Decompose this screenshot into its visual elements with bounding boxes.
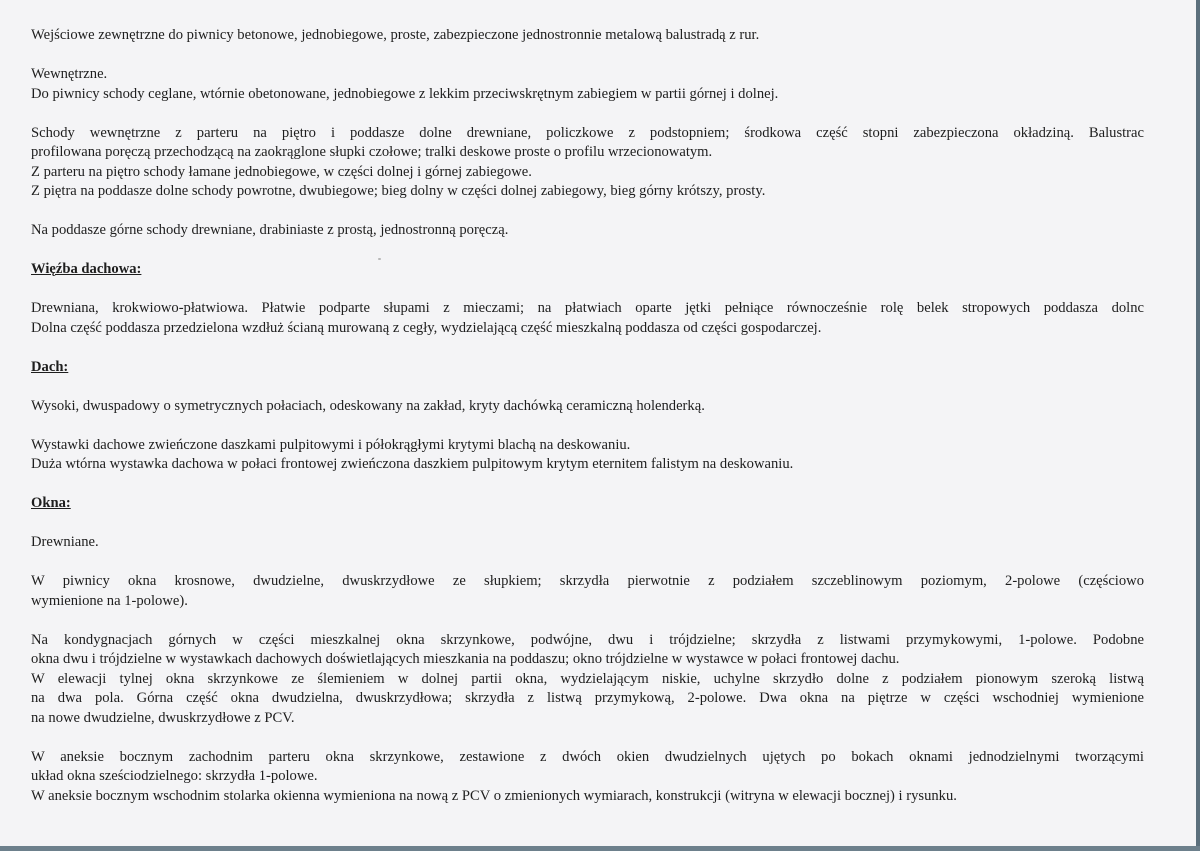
text-line: Wejściowe zewnętrzne do piwnicy betonowe, jednobiegowe, proste, zabezpieczone jednostronnie metalową balustradą z rur.: [31, 27, 760, 43]
document-body: [31, 26, 1144, 826]
scan-speck: [378, 258, 381, 260]
paragraph: [31, 572, 1144, 611]
text-line: okna dwu i trójdzielne w wystawkach dachowych doświetlających mieszkania na poddaszu; okno trójdzielne w wystawce w połaci frontowej dachu.: [31, 651, 900, 667]
text-line: Drewniane.: [31, 534, 99, 550]
section-heading: Więźba dachowa:: [31, 261, 142, 277]
section-heading: Okna:: [31, 495, 71, 511]
text-line: W aneksie bocznym zachodnim parteru okna skrzynkowe, zestawione z dwóch okien dwudzielnych ujętych po bokach oknami jednodzielnymi tworzącymi: [31, 748, 1144, 765]
text-line: W elewacji tylnej okna skrzynkowe ze ślemieniem w dolnej partii okna, wydzielającym niskie, uchylne skrzydło dolne z podziałem pionowym szeroką listwą: [31, 670, 1144, 687]
text-line: Drewniana, krokwiowo-płatwiowa. Płatwie podparte słupami z mieczami; na płatwiach oparte jętki pełniące równocześnie rolę belek stropowych poddasza dolnc: [31, 300, 1144, 316]
text-line: na nowe dwudzielne, dwuskrzydłowe z PCV.: [31, 709, 295, 726]
text-line: W piwnicy okna krosnowe, dwudzielne, dwuskrzydłowe ze słupkiem; skrzydła pierwotnie z podziałem szczeblinowym poziomym, 2-polowe (częściowo: [31, 573, 1144, 589]
paragraph: [31, 631, 1144, 729]
text-line: Z parteru na piętro schody łamane jednobiegowe, w części dolnej i górnej zabiegowe.: [31, 163, 532, 180]
scan-edge-bottom: [0, 846, 1200, 851]
text-line: Do piwnicy schody ceglane, wtórnie obetonowane, jednobiegowe z lekkim przeciwskrętnym zabiegiem w partii górnej i dolnej.: [31, 85, 779, 102]
text-line: Schody wewnętrzne z parteru na piętro i poddasze dolne drewniane, policzkowe z podstopniem; środkowa część stopni zabezpieczona okładziną. Balustrac: [31, 124, 1144, 141]
paragraph: [31, 397, 1144, 417]
text-line: na dwa pola. Górna część okna dwudzielna, dwuskrzydłowa; skrzydła z listwą przymykową, 2-polowe. Dwa okna na piętrze w części wschodniej wymienione: [31, 690, 1144, 706]
text-line: Wewnętrzne.: [31, 66, 108, 82]
section-heading: Dach:: [31, 358, 69, 375]
text-line: Na kondygnacjach górnych w części mieszkalnej okna skrzynkowe, podwójne, dwu i trójdzielne; skrzydła z listwami przymykowymi, 1-polowe. Podobne: [31, 631, 1144, 648]
text-line: układ okna sześciodzielnego: skrzydła 1-polowe.: [31, 768, 318, 784]
text-line: Wystawki dachowe zwieńczone daszkami pulpitowymi i półokrągłymi krytymi blachą na deskowaniu.: [31, 436, 631, 453]
paragraph: [31, 533, 1144, 553]
text-line: Z piętra na poddasze dolne schody powrotne, dwubiegowe; bieg dolny w części dolnej zabiegowy, bieg górny krótszy, prosty.: [31, 183, 766, 199]
text-line: Duża wtórna wystawka dachowa w połaci frontowej zwieńczona daszkiem pulpitowym krytym eternitem falistym na deskowaniu.: [31, 456, 794, 472]
text-line: profilowana poręczą przechodzącą na zaokrąglone słupki czołowe; tralki deskowe proste o profilu wrzecionowatym.: [31, 144, 713, 160]
scan-edge-right: [1196, 0, 1200, 851]
paragraph: [31, 299, 1144, 338]
text-line: Dolna część poddasza przedzielona wzdłuż ścianą murowaną z cegły, wydzielającą część mieszkalną poddasza od części gospodarczej.: [31, 319, 822, 336]
paragraph: [31, 65, 1144, 104]
text-line: wymienione na 1-polowe).: [31, 592, 188, 609]
paragraph: [31, 124, 1144, 202]
text-line: W aneksie bocznym wschodnim stolarka okienna wymieniona na nową z PCV o zmienionych wymiarach, konstrukcji (witryna w elewacji bocznej) i rysunku.: [31, 787, 957, 804]
paragraph: [31, 221, 1144, 241]
text-line: Na poddasze górne schody drewniane, drabiniaste z prostą, jednostronną poręczą.: [31, 222, 509, 238]
paragraph: [31, 26, 1144, 46]
paragraph: [31, 436, 1144, 475]
text-line: Wysoki, dwuspadowy o symetrycznych połaciach, odeskowany na zakład, kryty dachówką ceramiczną holenderką.: [31, 397, 705, 414]
paragraph: [31, 748, 1144, 807]
